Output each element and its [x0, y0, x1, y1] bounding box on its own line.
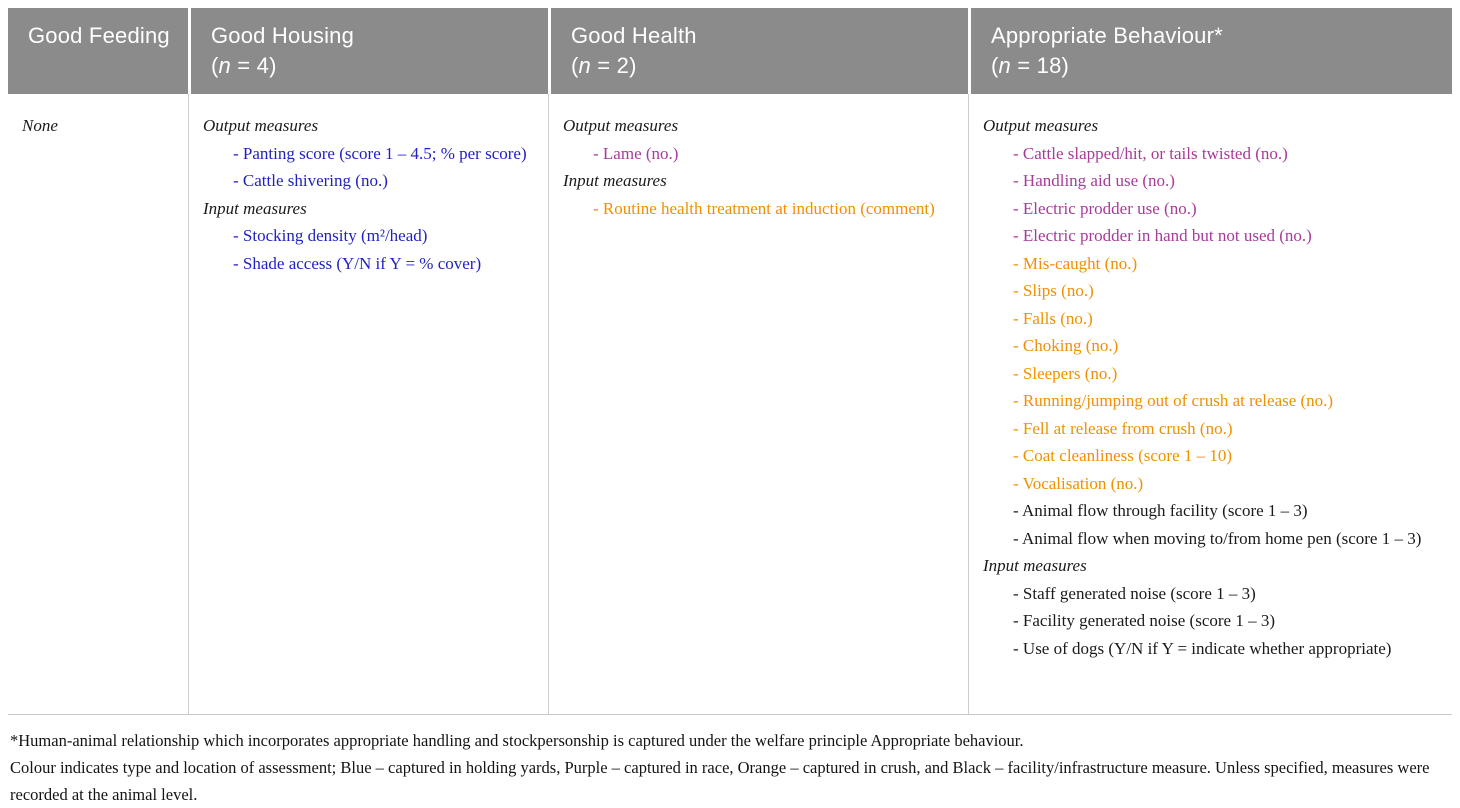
measure-line: - Cattle slapped/hit, or tails twisted (no.)	[1013, 143, 1288, 163]
measure-line: - Mis-caught (no.)	[1013, 253, 1138, 273]
measure-line: Output measures	[563, 116, 679, 135]
measure-line: - Fell at release from crush (no.)	[1013, 418, 1233, 438]
measure-line: Output measures	[203, 116, 319, 135]
measure-line: - Electric prodder use (no.)	[1013, 198, 1197, 218]
measures-table	[8, 8, 1452, 715]
measure-list	[983, 112, 1438, 662]
measure-line: None	[22, 116, 58, 135]
cell-good-feeding	[8, 94, 188, 714]
measure-list	[203, 112, 534, 277]
column-header-appropriate-behaviour	[968, 8, 1452, 94]
cell-good-health	[548, 94, 968, 714]
measure-line: - Animal flow through facility (score 1 – 3)	[1013, 501, 1308, 520]
column-title: Good Health	[571, 23, 697, 48]
column-count: (n = 18)	[991, 53, 1070, 78]
column-title: Good Housing	[211, 23, 355, 48]
measure-line: - Slips (no.)	[1013, 281, 1094, 300]
measure-line: - Running/jumping out of crush at release (no.)	[1013, 391, 1334, 410]
measure-line: Input measures	[203, 198, 307, 218]
measure-line: - Routine health treatment at induction (comment)	[593, 198, 935, 218]
column-header-good-feeding	[8, 8, 188, 94]
measure-line: - Panting score (score 1 – 4.5; % per score)	[233, 143, 527, 163]
column-header-good-housing	[188, 8, 548, 94]
column-count: (n = 4)	[211, 53, 277, 78]
measure-line: - Cattle shivering (no.)	[233, 171, 388, 190]
column-title: Good Feeding	[28, 23, 170, 48]
measure-line: - Lame (no.)	[593, 143, 679, 163]
cell-appropriate-behaviour	[968, 94, 1452, 714]
measure-line: - Use of dogs (Y/N if Y = indicate whether appropriate)	[1013, 638, 1392, 658]
measure-line: Input measures	[983, 556, 1087, 575]
footnote-colour-note: Colour indicates type and location of assessment; Blue – captured in holding yards, Purple – captured in race, Orange – captured in crush, and Black – facility/infrastructure measure. Unless specified, measures were recorded at the animal level.	[10, 758, 1430, 804]
measure-line: - Falls (no.)	[1013, 308, 1093, 328]
measure-list	[22, 112, 174, 140]
cell-good-housing	[188, 94, 548, 714]
measure-line: - Shade access (Y/N if Y = % cover)	[233, 253, 482, 273]
measure-line: Output measures	[983, 116, 1099, 135]
footnote-asterisk-note: *Human-animal relationship which incorporates appropriate handling and stockpersonship is captured under the welfare principle Appropriate behaviour.	[10, 731, 1024, 750]
measure-line: - Coat cleanliness (score 1 – 10)	[1013, 446, 1233, 465]
measure-line: - Animal flow when moving to/from home pen (score 1 – 3)	[1013, 528, 1422, 548]
measure-line: - Handling aid use (no.)	[1013, 171, 1175, 190]
table-footnotes	[8, 715, 1452, 808]
measure-line: - Sleepers (no.)	[1013, 363, 1118, 383]
measure-line: - Choking (no.)	[1013, 336, 1119, 355]
column-header-good-health	[548, 8, 968, 94]
measure-line: - Electric prodder in hand but not used (no.)	[1013, 226, 1312, 245]
measure-line: - Staff generated noise (score 1 – 3)	[1013, 583, 1256, 603]
measure-list	[563, 112, 954, 222]
measure-line: Input measures	[563, 171, 667, 190]
measure-line: - Facility generated noise (score 1 – 3)	[1013, 611, 1275, 630]
column-title: Appropriate Behaviour*	[991, 23, 1223, 48]
measure-line: - Vocalisation (no.)	[1013, 473, 1144, 493]
measure-line: - Stocking density (m²/head)	[233, 226, 428, 245]
column-count: (n = 2)	[571, 53, 637, 78]
